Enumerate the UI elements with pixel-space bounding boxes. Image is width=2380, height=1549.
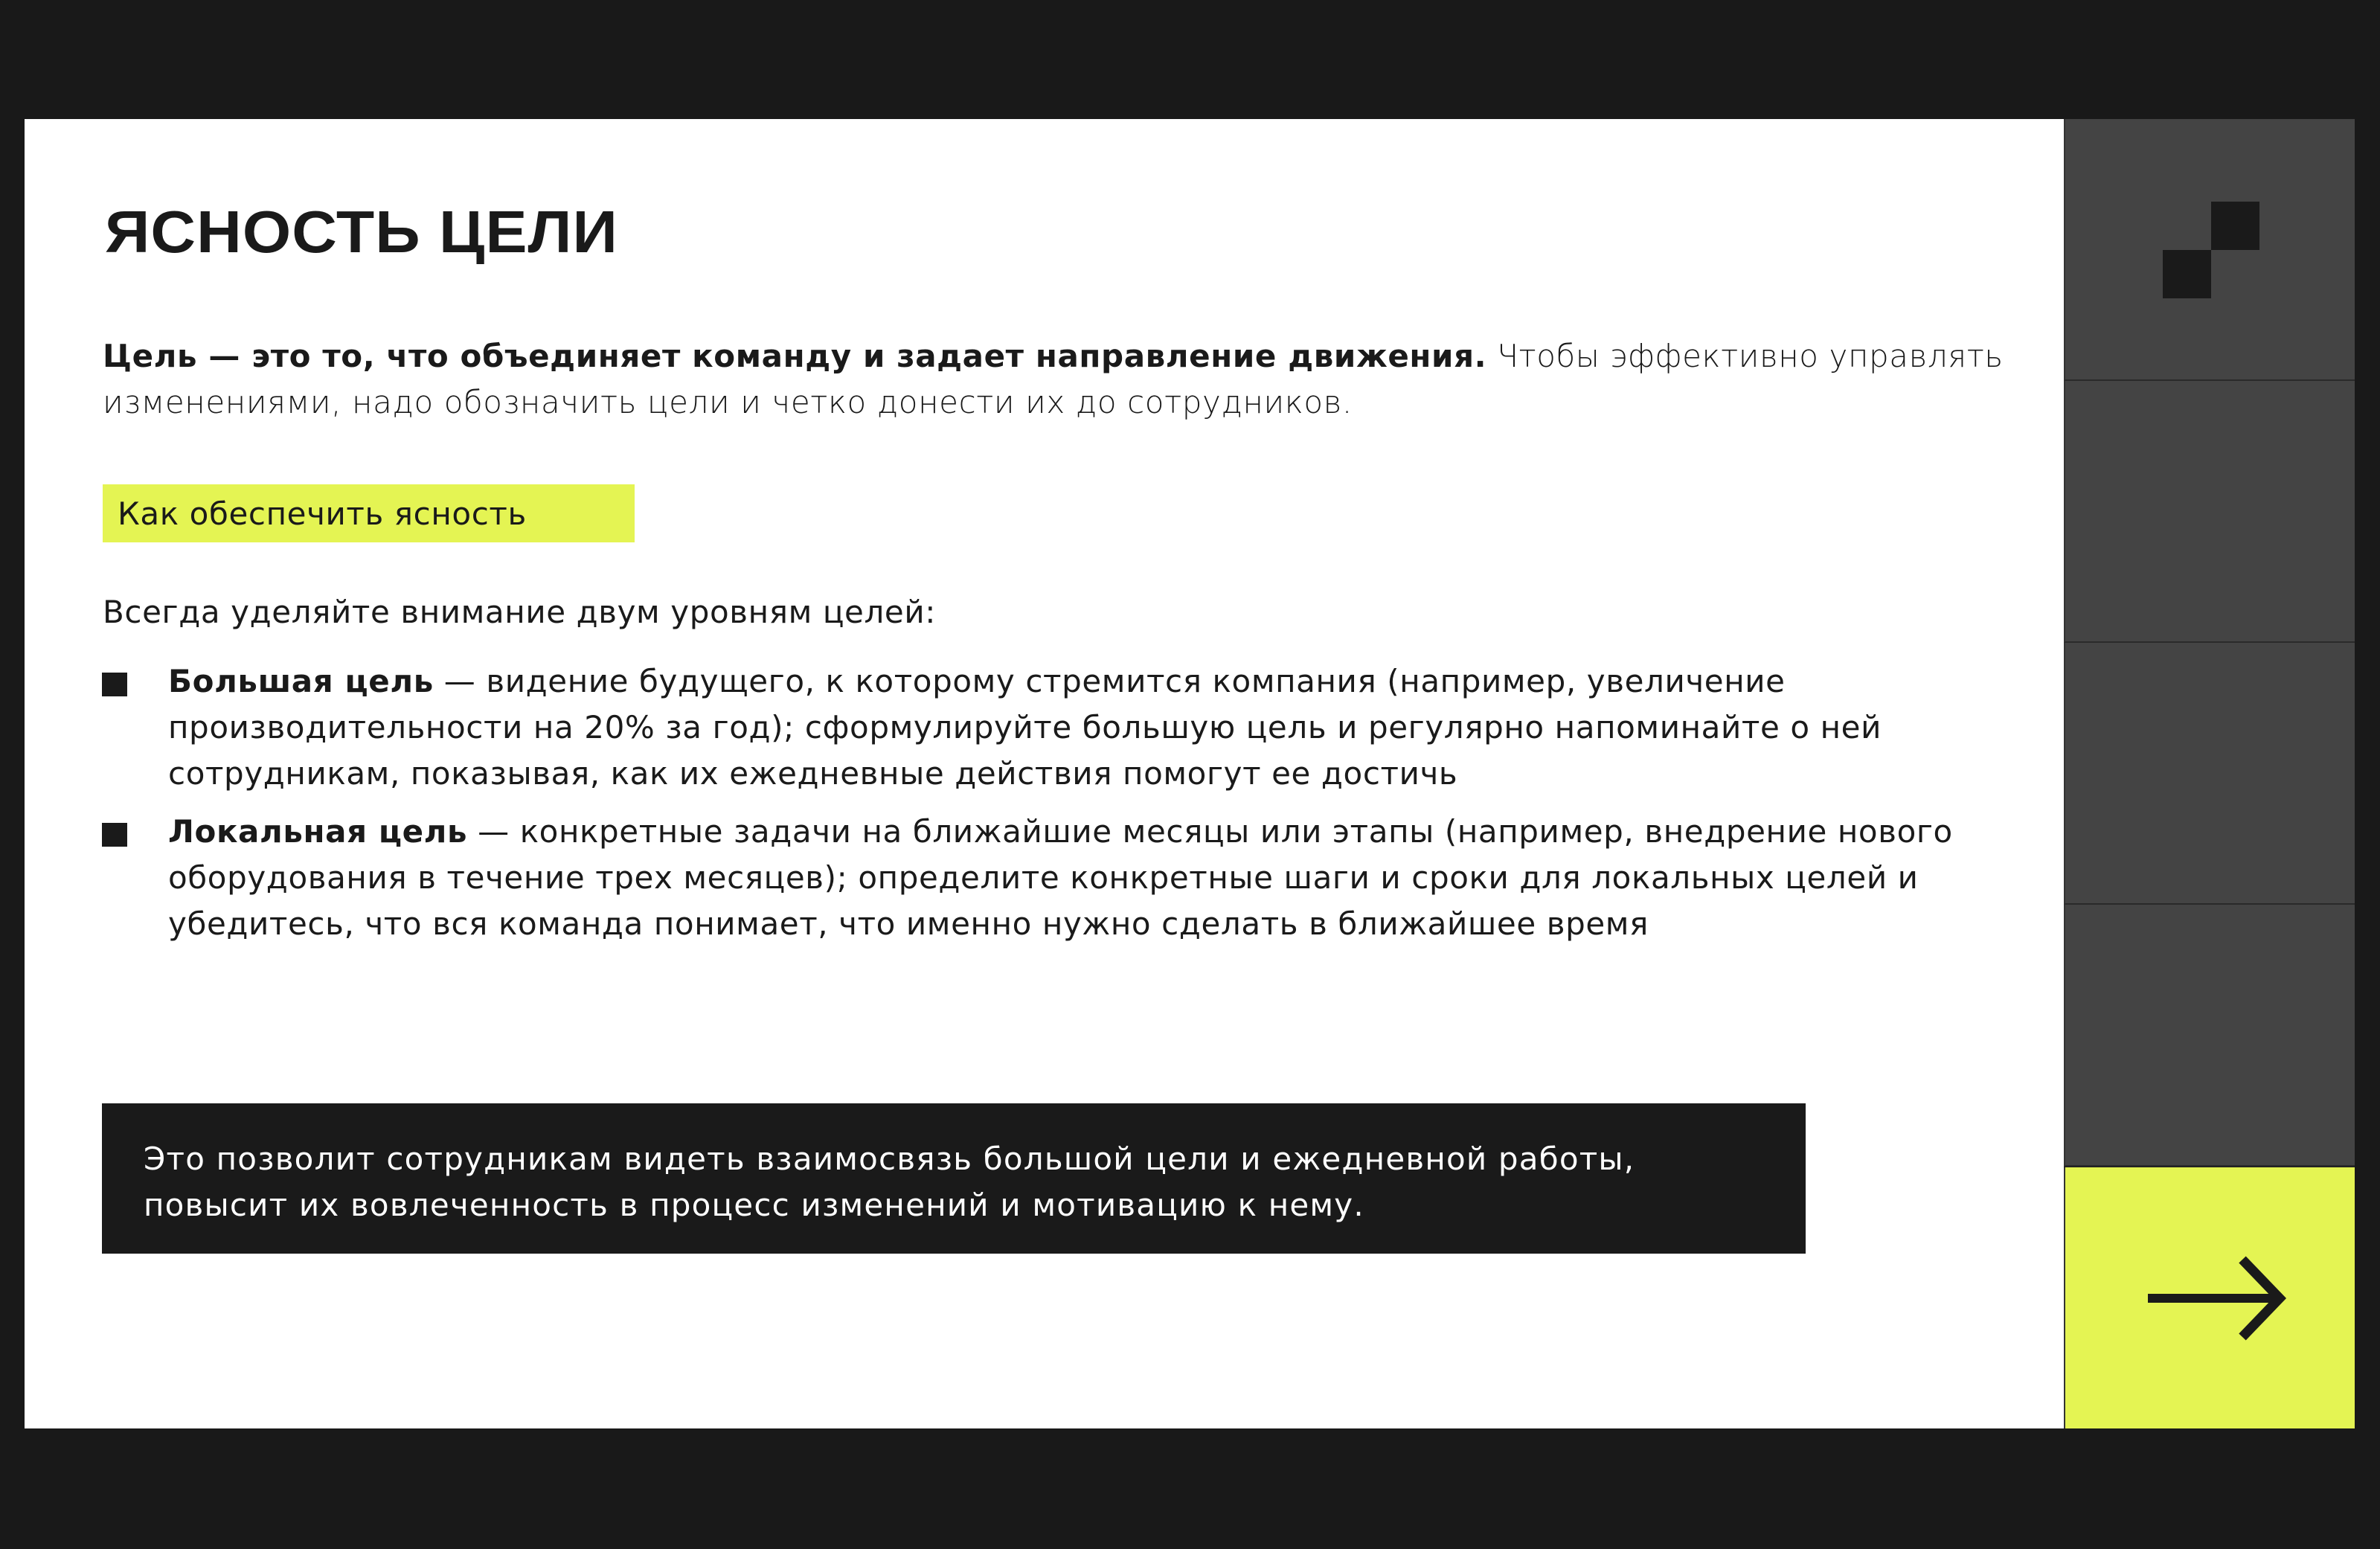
sidebar-tile-3[interactable] (2064, 643, 2355, 905)
how-to-ensure-clarity-tag[interactable]: Как обеспечить ясность (103, 484, 635, 542)
content-panel (25, 119, 2064, 1428)
page-title: ЯСНОСТЬ ЦЕЛИ (105, 199, 618, 265)
list-item-term: Локальная цель (168, 813, 468, 850)
lead-bold: Цель — это то, что объединяет команду и задает направление движения. (103, 338, 1487, 374)
list-item-big-goal (102, 658, 2007, 797)
lead-paragraph (103, 333, 2007, 426)
pixel-logo-icon (2211, 202, 2259, 250)
sidebar-tile-4[interactable] (2064, 905, 2355, 1167)
intro-text: Всегда уделяйте внимание двум уровням целей: (103, 594, 936, 630)
next-button[interactable] (2064, 1167, 2355, 1428)
list-item-text: — видение будущего, к которому стремится компания (например, увеличение производительности на 20% за год); сформулируйте большую цель и регулярно напоминайте о ней сотрудникам, показывая, как их ежедневные действия помогут ее достичь (168, 663, 1882, 792)
square-bullet-icon (102, 823, 127, 847)
pixel-logo-icon-part (2163, 250, 2211, 298)
sidebar-logo-tile[interactable] (2064, 119, 2355, 381)
list-item-local-goal (102, 809, 2007, 947)
arrow-right-icon (2065, 1167, 2356, 1428)
list-item-term: Большая цель (168, 663, 434, 699)
goal-levels-list (102, 658, 2007, 959)
callout-note: Это позволит сотрудникам видеть взаимосвязь большой цели и ежедневной работы, повысит их вовлеченность в процесс изменений и мотивацию к нему. (102, 1103, 1806, 1254)
list-item-text: — конкретные задачи на ближайшие месяцы или этапы (например, внедрение нового оборудования в течение трех месяцев); определите конкретные шаги и сроки для локальных целей и убедитесь, что вся команда понимает, что именно нужно сделать в ближайшее время (168, 813, 1953, 942)
sidebar-tile-2[interactable] (2064, 381, 2355, 643)
square-bullet-icon (102, 673, 127, 696)
lead-regular: Чтобы эффективно управлять изменениями, надо обозначить цели и четко донести их до сотрудников. (103, 338, 2004, 420)
sidebar (2064, 119, 2355, 1428)
